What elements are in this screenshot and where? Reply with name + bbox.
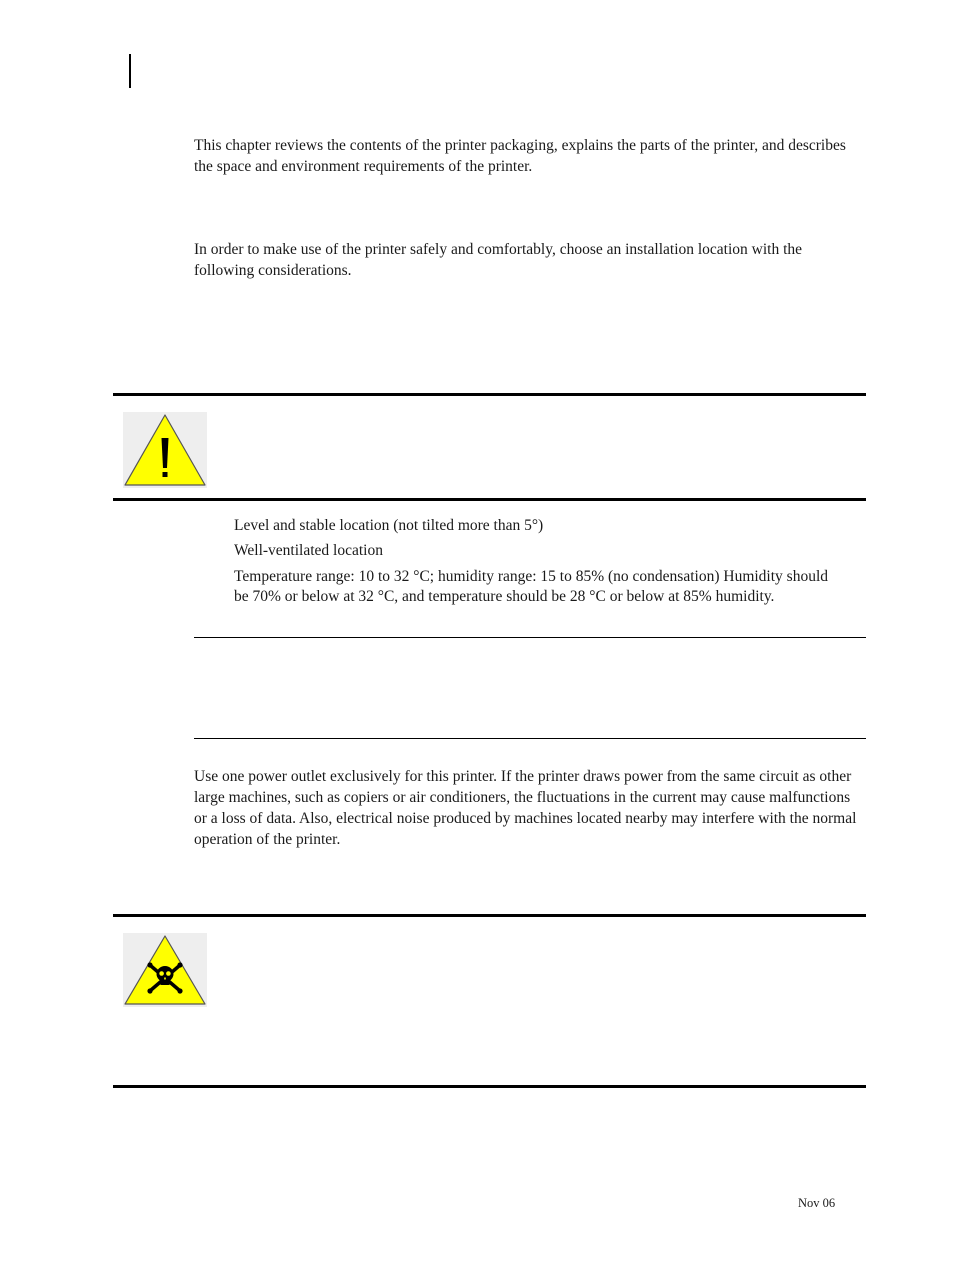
danger-bottom-rule [113, 1085, 866, 1088]
list-item: Well-ventilated location [234, 542, 383, 559]
location-paragraph: In order to make use of the printer safely and comfortably, choose an installation location with the following considerations. [194, 241, 803, 279]
list-item: Temperature range: 10 to 32 °C; humidity range: 15 to 85% (no condensation) Humidity should be 70% or below at 32 °C, and temperature should be 28 °C or below at 85% humidity. [234, 568, 829, 605]
caution-bottom-rule [113, 498, 866, 501]
footer-date: Nov 06 [798, 1196, 836, 1210]
warning-exclamation-icon [123, 412, 207, 488]
skull-crossbones-icon [123, 933, 207, 1007]
section-divider-rule [194, 738, 866, 739]
list-item: Level and stable location (not tilted more than 5°) [234, 517, 544, 534]
danger-top-rule [113, 914, 866, 917]
caution-top-rule [113, 393, 866, 396]
list-end-rule [194, 637, 866, 638]
intro-paragraph: This chapter reviews the contents of the printer packaging, explains the parts of the printer, and describes the space and environment requirements of the printer. [194, 137, 846, 175]
change-bar [129, 54, 131, 88]
power-paragraph: Use one power outlet exclusively for this printer. If the printer draws power from the same circuit as other large machines, such as copiers or air conditioners, the fluctuations in the current may cause malfunctions or a loss of data. Also, electrical noise produced by machines located nearby may interfere with the normal operation of the printer. [194, 768, 857, 848]
